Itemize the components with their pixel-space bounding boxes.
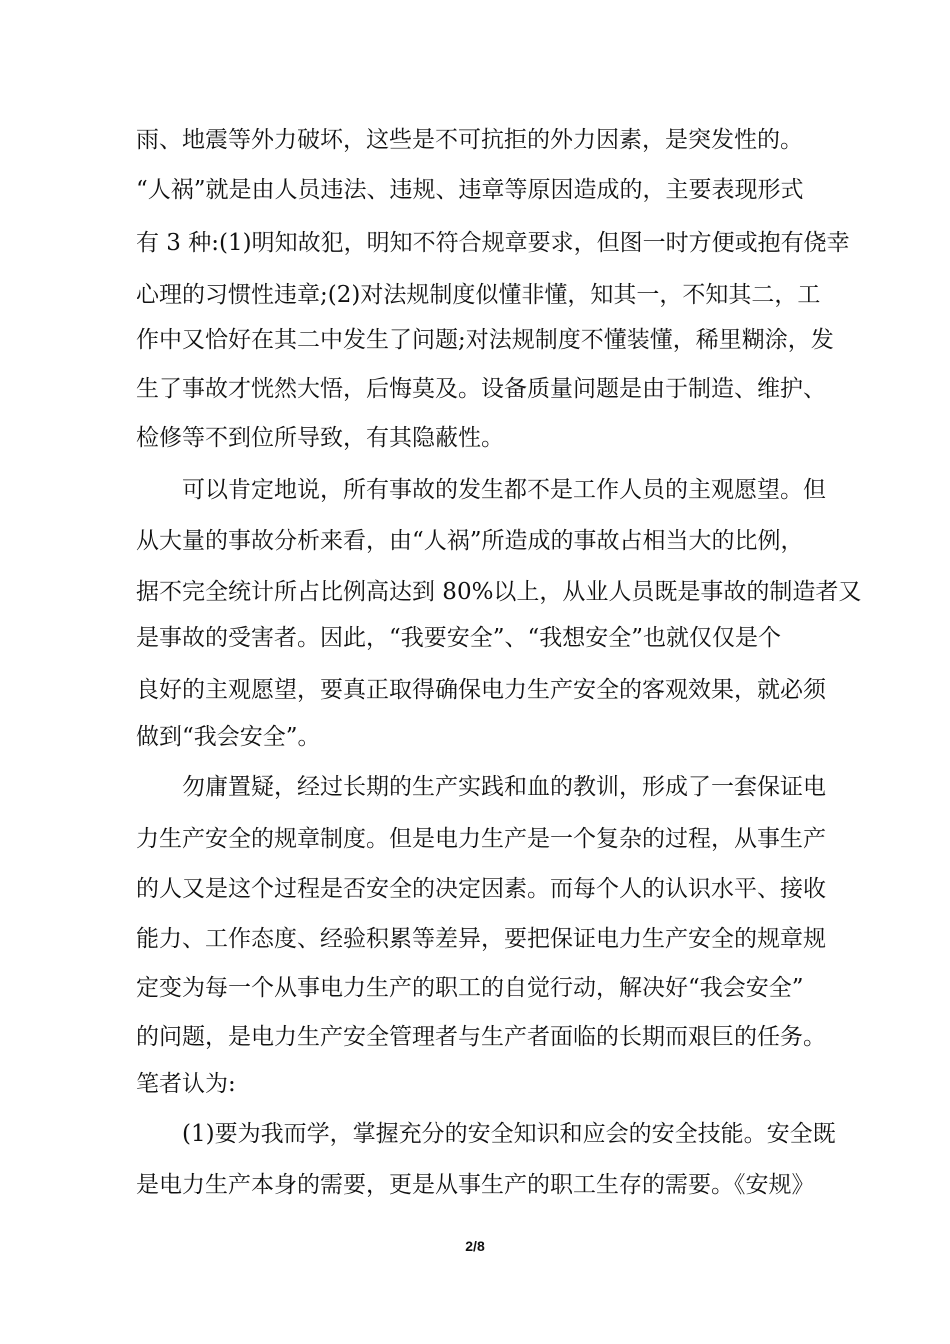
- text-line: 雨、地震等外力破坏，这些是不可抗拒的外力因素，是突发性的。: [136, 127, 803, 153]
- page-number: 2/8: [465, 1238, 485, 1254]
- paragraph-start-line: (1)要为我而学，掌握充分的安全知识和应会的安全技能。安全既: [182, 1121, 836, 1147]
- text-line: 良好的主观愿望，要真正取得确保电力生产安全的客观效果，就必须: [136, 677, 826, 703]
- text-line: 据不完全统计所占比例高达到 80%以上，从业人员既是事故的制造者又: [136, 579, 862, 605]
- paragraph-start-line: 勿庸置疑，经过长期的生产实践和血的教训，形成了一套保证电: [182, 774, 826, 800]
- text-line: 的人又是这个过程是否安全的决定因素。而每个人的认识水平、接收: [136, 876, 826, 902]
- text-line: 是事故的受害者。因此，“我要安全”、“我想安全”也就仅仅是个: [136, 625, 782, 651]
- text-line: 生了事故才恍然大悟，后悔莫及。设备质量问题是由于制造、维护、: [136, 376, 826, 402]
- text-line: 作中又恰好在其二中发生了问题;对法规制度不懂装懂，稀里糊涂，发: [136, 327, 834, 353]
- text-line: 是电力生产本身的需要，更是从事生产的职工生存的需要。《安规》: [136, 1172, 815, 1198]
- paragraph-start-line: 可以肯定地说，所有事故的发生都不是工作人员的主观愿望。但: [182, 477, 826, 503]
- text-line: 能力、工作态度、经验积累等差异，要把保证电力生产安全的规章规: [136, 926, 826, 952]
- text-line: 做到“我会安全”。: [136, 724, 321, 750]
- text-line: 检修等不到位所导致，有其隐蔽性。: [136, 425, 504, 451]
- text-line: 的问题，是电力生产安全管理者与生产者面临的长期而艰巨的任务。: [136, 1024, 826, 1050]
- text-line: 力生产安全的规章制度。但是电力生产是一个复杂的过程，从事生产: [136, 826, 826, 852]
- text-line: 从大量的事故分析来看，由“人祸”所造成的事故占相当大的比例，: [136, 528, 804, 554]
- text-line: 心理的习惯性违章;(2)对法规制度似懂非懂，知其一，不知其二，工: [136, 282, 821, 308]
- text-line: 定变为每一个从事电力生产的职工的自觉行动，解决好“我会安全”: [136, 975, 804, 1001]
- text-line: “人祸”就是由人员违法、违规、违章等原因造成的，主要表现形式: [136, 177, 804, 203]
- text-line: 笔者认为:: [136, 1071, 236, 1097]
- text-line: 有 3 种:(1)明知故犯，明知不符合规章要求，但图一时方便或抱有侥幸: [136, 230, 850, 256]
